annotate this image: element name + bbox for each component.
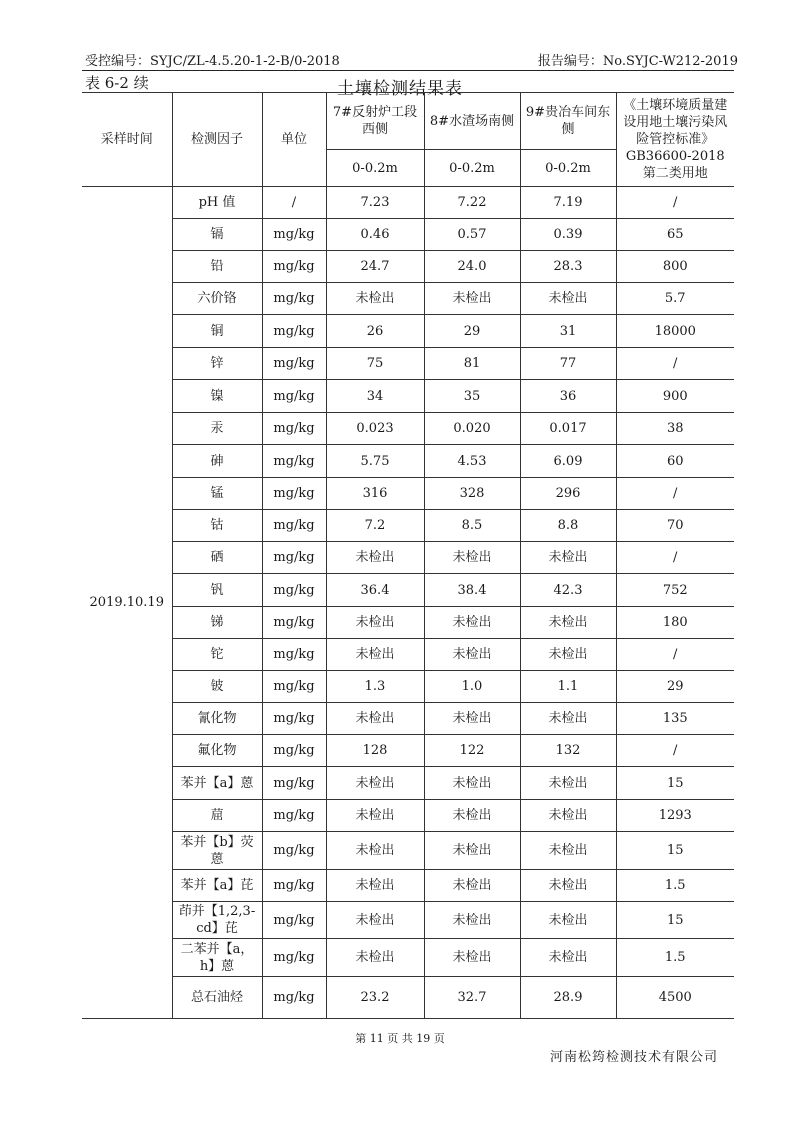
header-site-8: 8#水渣场南侧 (424, 93, 520, 150)
table-row (82, 902, 734, 939)
factor-cell: 钴 (172, 510, 262, 542)
unit-cell: mg/kg (262, 735, 326, 767)
factor-cell: pH 值 (172, 187, 262, 219)
site-7-value: 未检出 (326, 542, 424, 574)
standard-limit: / (616, 542, 734, 574)
table-row (82, 478, 734, 510)
company-name: 河南松筠检测技术有限公司 (549, 1050, 718, 1065)
site-7-value: 7.23 (326, 187, 424, 219)
site-9-value: 未检出 (520, 767, 616, 800)
unit-cell: mg/kg (262, 283, 326, 315)
factor-cell: 铅 (172, 251, 262, 283)
unit-cell: mg/kg (262, 832, 326, 870)
site-8-value: 8.5 (424, 510, 520, 542)
factor-cell: 硒 (172, 542, 262, 574)
site-9-value: 28.3 (520, 251, 616, 283)
unit-cell: mg/kg (262, 445, 326, 478)
factor-cell: 苯并【a】蒽 (172, 767, 262, 800)
site-8-value: 38.4 (424, 574, 520, 607)
site-7-value: 7.2 (326, 510, 424, 542)
factor-cell: 铊 (172, 639, 262, 671)
site-9-value: 0.39 (520, 219, 616, 251)
table-number: 表 6-2 续 (85, 74, 149, 92)
site-9-value: 未检出 (520, 607, 616, 639)
site-9-value: 8.8 (520, 510, 616, 542)
table-row (82, 767, 734, 800)
site-9-value: 1.1 (520, 671, 616, 703)
site-9-value: 36 (520, 380, 616, 413)
table-row (82, 315, 734, 348)
standard-limit: 18000 (616, 315, 734, 348)
site-9-value: 未检出 (520, 703, 616, 735)
site-8-value: 未检出 (424, 542, 520, 574)
site-8-value: 未检出 (424, 607, 520, 639)
standard-limit: 15 (616, 902, 734, 939)
site-8-value: 未检出 (424, 639, 520, 671)
site-7-value: 36.4 (326, 574, 424, 607)
standard-limit: 1293 (616, 800, 734, 832)
standard-limit: 1.5 (616, 870, 734, 902)
unit-cell: / (262, 187, 326, 219)
header-factor: 检测因子 (172, 93, 262, 187)
factor-cell: 镉 (172, 219, 262, 251)
site-7-value: 1.3 (326, 671, 424, 703)
header-sampling-time: 采样时间 (82, 93, 172, 187)
site-7-value: 0.46 (326, 219, 424, 251)
standard-limit: 70 (616, 510, 734, 542)
report-number: 报告编号：No.SYJC-W212-2019 (537, 54, 738, 69)
site-7-value: 5.75 (326, 445, 424, 478)
factor-cell: 氟化物 (172, 735, 262, 767)
table-row (82, 671, 734, 703)
site-7-value: 24.7 (326, 251, 424, 283)
page-number: 第 11 页 共 19 页 (355, 1032, 445, 1045)
unit-cell: mg/kg (262, 977, 326, 1019)
standard-limit: 900 (616, 380, 734, 413)
header-site-9: 9#贵冶车间东侧 (520, 93, 616, 150)
factor-cell: 总石油烃 (172, 977, 262, 1019)
table-row (82, 413, 734, 445)
site-7-value: 75 (326, 348, 424, 380)
header-standard: 《土壤环境质量建设用地土壤污染风险管控标准》GB36600-2018 第二类用地 (616, 93, 734, 187)
standard-limit: 5.7 (616, 283, 734, 315)
table-row (82, 445, 734, 478)
unit-cell: mg/kg (262, 639, 326, 671)
site-9-value: 未检出 (520, 870, 616, 902)
site-8-value: 未检出 (424, 939, 520, 977)
site-8-value: 328 (424, 478, 520, 510)
site-9-value: 未检出 (520, 832, 616, 870)
site-7-value: 316 (326, 478, 424, 510)
table-row (82, 283, 734, 315)
standard-limit: 60 (616, 445, 734, 478)
site-8-value: 35 (424, 380, 520, 413)
factor-cell: 苯并【b】荧蒽 (172, 832, 262, 870)
site-8-value: 122 (424, 735, 520, 767)
sampling-date-cell: 2019.10.19 (82, 187, 172, 1019)
control-number: 受控编号：SYJC/ZL-4.5.20-1-2-B/0-2018 (85, 54, 340, 69)
factor-cell: 铜 (172, 315, 262, 348)
site-8-value: 未检出 (424, 870, 520, 902)
header-depth-8: 0-0.2m (424, 150, 520, 187)
factor-cell: 铍 (172, 671, 262, 703)
site-9-value: 296 (520, 478, 616, 510)
factor-cell: 镍 (172, 380, 262, 413)
site-9-value: 0.017 (520, 413, 616, 445)
site-9-value: 未检出 (520, 800, 616, 832)
site-7-value: 26 (326, 315, 424, 348)
site-8-value: 4.53 (424, 445, 520, 478)
unit-cell: mg/kg (262, 939, 326, 977)
table-row (82, 187, 734, 219)
standard-limit: 15 (616, 832, 734, 870)
site-8-value: 0.020 (424, 413, 520, 445)
standard-limit: 4500 (616, 977, 734, 1019)
site-7-value: 未检出 (326, 870, 424, 902)
table-row (82, 219, 734, 251)
table-row (82, 703, 734, 735)
table-title: 土壤检测结果表 (337, 79, 463, 99)
table-row (82, 251, 734, 283)
site-9-value: 未检出 (520, 639, 616, 671)
table-row (82, 800, 734, 832)
site-9-value: 77 (520, 348, 616, 380)
factor-cell: 锰 (172, 478, 262, 510)
site-8-value: 未检出 (424, 902, 520, 939)
site-8-value: 32.7 (424, 977, 520, 1019)
site-7-value: 未检出 (326, 902, 424, 939)
unit-cell: mg/kg (262, 703, 326, 735)
site-8-value: 0.57 (424, 219, 520, 251)
table-row (82, 735, 734, 767)
site-7-value: 128 (326, 735, 424, 767)
site-8-value: 未检出 (424, 767, 520, 800)
site-8-value: 未检出 (424, 703, 520, 735)
standard-limit: / (616, 478, 734, 510)
unit-cell: mg/kg (262, 478, 326, 510)
unit-cell: mg/kg (262, 542, 326, 574)
unit-cell: mg/kg (262, 348, 326, 380)
site-9-value: 未检出 (520, 283, 616, 315)
unit-cell: mg/kg (262, 413, 326, 445)
factor-cell: 二苯并【a，h】蒽 (172, 939, 262, 977)
site-8-value: 未检出 (424, 832, 520, 870)
site-7-value: 34 (326, 380, 424, 413)
factor-cell: 锑 (172, 607, 262, 639)
standard-limit: / (616, 348, 734, 380)
table-row (82, 574, 734, 607)
factor-cell: 六价铬 (172, 283, 262, 315)
site-9-value: 31 (520, 315, 616, 348)
site-8-value: 7.22 (424, 187, 520, 219)
header-unit: 单位 (262, 93, 326, 187)
site-7-value: 未检出 (326, 939, 424, 977)
table-row (82, 607, 734, 639)
site-7-value: 未检出 (326, 283, 424, 315)
site-9-value: 42.3 (520, 574, 616, 607)
site-9-value: 未检出 (520, 542, 616, 574)
standard-limit: / (616, 187, 734, 219)
factor-cell: 钒 (172, 574, 262, 607)
table-row (82, 832, 734, 870)
site-7-value: 未检出 (326, 703, 424, 735)
standard-limit: / (616, 639, 734, 671)
factor-cell: 氰化物 (172, 703, 262, 735)
standard-limit: 135 (616, 703, 734, 735)
unit-cell: mg/kg (262, 800, 326, 832)
factor-cell: 䓛 (172, 800, 262, 832)
site-9-value: 未检出 (520, 902, 616, 939)
header-depth-7: 0-0.2m (326, 150, 424, 187)
table-row (82, 380, 734, 413)
site-7-value: 未检出 (326, 800, 424, 832)
unit-cell: mg/kg (262, 219, 326, 251)
site-8-value: 未检出 (424, 283, 520, 315)
site-8-value: 29 (424, 315, 520, 348)
factor-cell: 锌 (172, 348, 262, 380)
factor-cell: 砷 (172, 445, 262, 478)
unit-cell: mg/kg (262, 574, 326, 607)
table-row (82, 510, 734, 542)
table-row (82, 348, 734, 380)
site-7-value: 未检出 (326, 832, 424, 870)
standard-limit: / (616, 735, 734, 767)
unit-cell: mg/kg (262, 380, 326, 413)
unit-cell: mg/kg (262, 315, 326, 348)
unit-cell: mg/kg (262, 870, 326, 902)
site-7-value: 未检出 (326, 639, 424, 671)
site-9-value: 28.9 (520, 977, 616, 1019)
site-8-value: 未检出 (424, 800, 520, 832)
site-9-value: 7.19 (520, 187, 616, 219)
standard-limit: 29 (616, 671, 734, 703)
site-9-value: 132 (520, 735, 616, 767)
unit-cell: mg/kg (262, 607, 326, 639)
standard-limit: 15 (616, 767, 734, 800)
unit-cell: mg/kg (262, 902, 326, 939)
factor-cell: 茚并【1,2,3-cd】芘 (172, 902, 262, 939)
table-row (82, 977, 734, 1019)
factor-cell: 苯并【a】芘 (172, 870, 262, 902)
table-row (82, 542, 734, 574)
site-9-value: 6.09 (520, 445, 616, 478)
standard-limit: 180 (616, 607, 734, 639)
standard-limit: 800 (616, 251, 734, 283)
unit-cell: mg/kg (262, 510, 326, 542)
unit-cell: mg/kg (262, 767, 326, 800)
results-table (82, 92, 734, 1019)
factor-cell: 汞 (172, 413, 262, 445)
header-rule (82, 70, 734, 71)
site-8-value: 24.0 (424, 251, 520, 283)
unit-cell: mg/kg (262, 671, 326, 703)
site-7-value: 23.2 (326, 977, 424, 1019)
standard-limit: 1.5 (616, 939, 734, 977)
standard-limit: 752 (616, 574, 734, 607)
site-7-value: 未检出 (326, 607, 424, 639)
site-7-value: 未检出 (326, 767, 424, 800)
header-depth-9: 0-0.2m (520, 150, 616, 187)
unit-cell: mg/kg (262, 251, 326, 283)
standard-limit: 65 (616, 219, 734, 251)
header-site-7: 7#反射炉工段西侧 (326, 93, 424, 150)
standard-limit: 38 (616, 413, 734, 445)
table-row (82, 870, 734, 902)
table-row (82, 639, 734, 671)
site-7-value: 0.023 (326, 413, 424, 445)
site-8-value: 81 (424, 348, 520, 380)
site-9-value: 未检出 (520, 939, 616, 977)
site-8-value: 1.0 (424, 671, 520, 703)
table-row (82, 939, 734, 977)
